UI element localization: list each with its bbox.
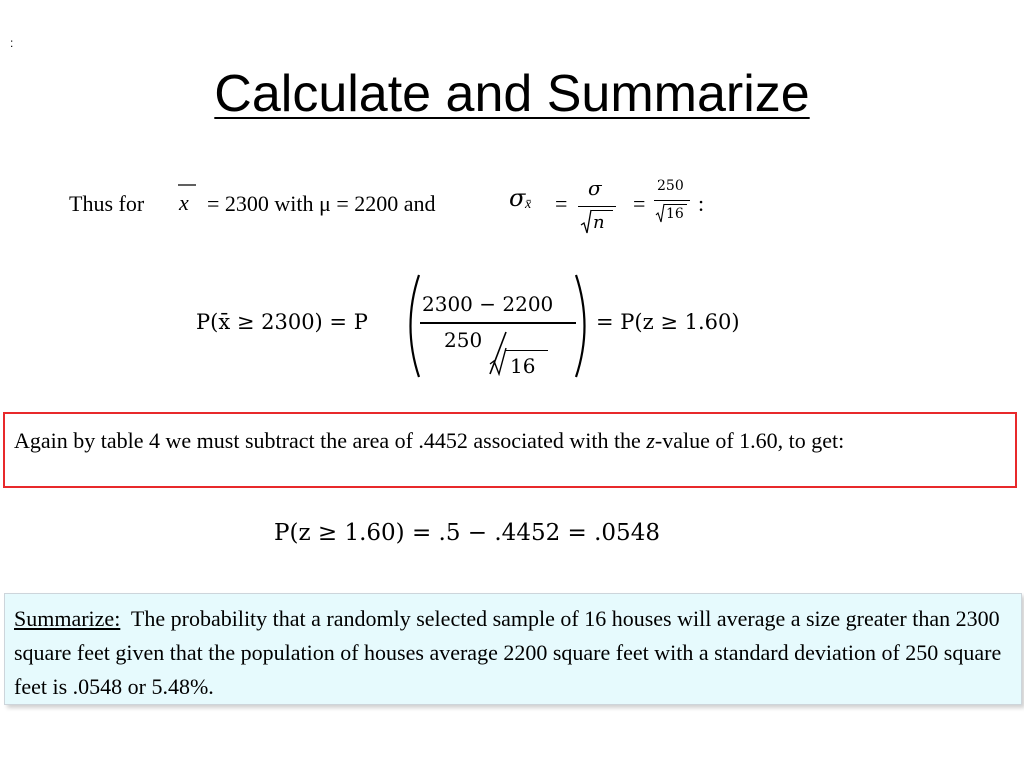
formula1-denominator-16: 16 [510, 354, 536, 378]
fraction-n-denominator: n [593, 212, 605, 233]
slide-title: Calculate and Summarize [214, 65, 810, 123]
summary-box [4, 593, 1022, 705]
formula1-numerator: 2300 − 2200 [422, 292, 554, 316]
z-variable: z [646, 428, 655, 453]
formula1-slash-sqrt [486, 330, 512, 376]
table-text-after: -value of 1.60, to get: [654, 428, 845, 453]
formula1-sqrt-overline [506, 350, 548, 351]
fraction-bar-1 [578, 206, 616, 207]
equals-2: = [633, 191, 646, 216]
sigma-subscript: x̄ [525, 197, 532, 212]
probability-formula-2: P(z ≥ 1.60) = .5 − .4452 = .0548 [274, 520, 660, 546]
x-bar-symbol [175, 182, 199, 216]
sqrt-overline-1 [591, 210, 613, 211]
formula1-lhs: P(x̄ ≥ 2300) = P [196, 310, 368, 334]
sqrt-sign-2 [655, 202, 665, 224]
equals-1: = [555, 191, 568, 216]
summary-label: Summarize: [14, 606, 121, 631]
end-colon: : [698, 191, 705, 216]
svg-text:x: x [179, 190, 189, 215]
summary-text: The probability that a randomly selected sample of 16 houses will average a size greater than 2300 square feet given that the population of houses average 2200 square feet with a standard deviation of 250 square feet is .0548 or 5.48%. [14, 606, 1002, 699]
thus-for-text: Thus for [69, 191, 145, 216]
fraction-16-denominator: 16 [666, 206, 684, 222]
corner-mark: : [10, 36, 14, 50]
right-paren [572, 272, 596, 380]
formula1-denominator-250: 250 [444, 328, 483, 352]
left-paren [399, 272, 423, 380]
table-lookup-box [3, 412, 1017, 488]
intro-line [69, 178, 769, 238]
probability-formula-1 [196, 270, 776, 382]
xbar-value-text: = 2300 with μ = 2200 and [207, 191, 436, 216]
fraction-sigma-numerator: σ [588, 176, 602, 200]
sqrt-overline-2 [664, 204, 687, 205]
sigma-symbol: σ [509, 184, 526, 212]
table-text-before: Again by table 4 we must subtract the area of .4452 associated with the [14, 428, 647, 453]
formula1-fraction-bar [420, 322, 576, 324]
fraction-250-numerator: 250 [657, 178, 684, 194]
sqrt-sign-1 [580, 208, 592, 236]
formula1-rhs: = P(z ≥ 1.60) [596, 310, 740, 334]
fraction-bar-2 [654, 200, 690, 201]
